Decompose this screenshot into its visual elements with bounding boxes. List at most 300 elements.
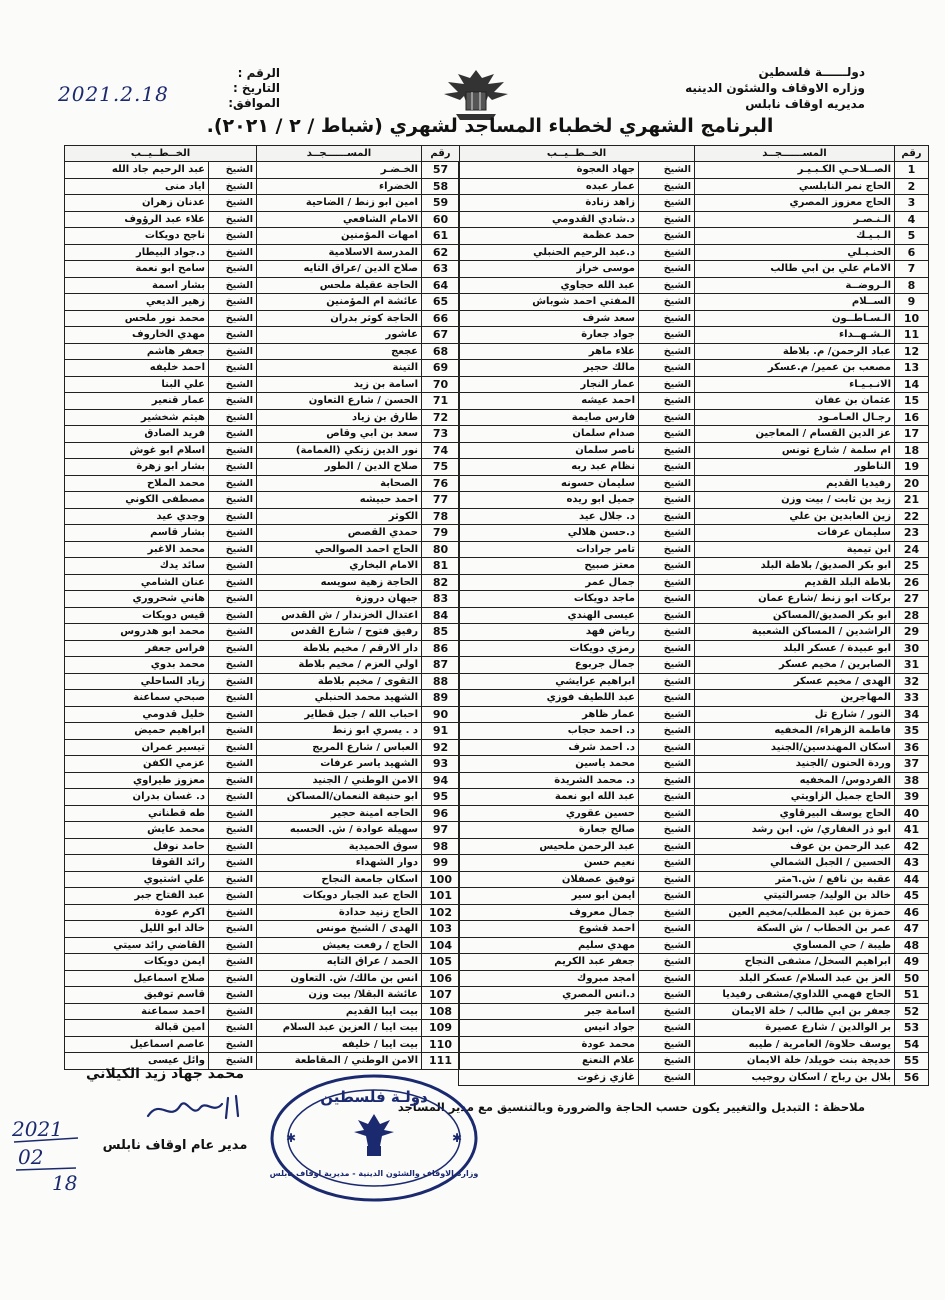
row-number: 27 [895,591,929,608]
row-number: 68 [422,343,460,360]
mosque-cell: خديجة بنت خويلد/ خلة الايمان [695,1053,895,1070]
preacher-cell: اسامة جبر [459,1003,639,1020]
row-number: 66 [422,310,460,327]
mosque-cell: الناطور [695,459,895,476]
table-row [459,723,929,740]
preacher-cell: عدنان زهران [65,195,209,212]
mosque-cell: اولي العزم / مخيم بلاطة [257,657,422,674]
mosque-cell: وردة الحنون /الجنيد [695,756,895,773]
preacher-cell: القاضي رائد سيتي [65,937,209,954]
preacher-cell: معزوز طيراوي [65,772,209,789]
table-row [459,310,929,327]
table-row [459,921,929,938]
preacher-cell: جواد انيس [459,1020,639,1037]
title-cell: الشيخ [639,327,695,344]
mosque-cell: الـشـهــداء [695,327,895,344]
title-cell: الشيخ [209,1053,257,1070]
title-cell: الشيخ [209,838,257,855]
preacher-cell: زاهد زنادة [459,195,639,212]
row-number: 88 [422,673,460,690]
preacher-cell: مالك حجير [459,360,639,377]
title-cell: الشيخ [209,690,257,707]
title-cell: الشيخ [209,871,257,888]
row-number: 80 [422,541,460,558]
table-row [459,706,929,723]
row-number: 19 [895,459,929,476]
mosque-cell: الهدى / الشيخ مونس [257,921,422,938]
table-row [459,937,929,954]
preacher-cell: صبحي سماعنة [65,690,209,707]
table-row [65,409,460,426]
mosque-cell: الصابرين / مخيم عسكر [695,657,895,674]
mosque-cell: مصعب بن عمير/ م.عسكر [695,360,895,377]
preacher-cell: امجد مبروك [459,970,639,987]
title-cell: الشيخ [209,657,257,674]
title-cell: الشيخ [209,426,257,443]
row-number: 67 [422,327,460,344]
preacher-cell: جمال جربوع [459,657,639,674]
title-cell: الشيخ [639,805,695,822]
mosque-cell: الخـضـر [257,162,422,179]
preacher-cell: سائد يدك [65,558,209,575]
table-row [459,178,929,195]
mosque-cell: بيت ايبا / العزين عبد السلام [257,1020,422,1037]
row-number: 63 [422,261,460,278]
title-cell: الشيخ [639,756,695,773]
row-number: 95 [422,789,460,806]
table-row [459,987,929,1004]
col-number-header: رقم [895,146,929,162]
table-row [65,772,460,789]
title-cell: الشيخ [639,624,695,641]
table-row [65,178,460,195]
preacher-cell: عمار النجار [459,376,639,393]
row-number: 94 [422,772,460,789]
title-cell: الشيخ [639,871,695,888]
signature-scribble-icon [140,1088,250,1128]
title-cell: الشيخ [639,360,695,377]
ministry-header [645,64,865,112]
table-row [65,591,460,608]
row-number: 92 [422,739,460,756]
title-cell: الشيخ [209,937,257,954]
preacher-cell: طه قطناني [65,805,209,822]
title-cell: الشيخ [639,987,695,1004]
table-row [65,640,460,657]
mosque-cell: رجـال العـامـود [695,409,895,426]
table-row [459,261,929,278]
row-number: 46 [895,904,929,921]
row-number: 9 [895,294,929,311]
title-cell: الشيخ [209,772,257,789]
row-number: 43 [895,855,929,872]
row-number: 17 [895,426,929,443]
page-title: البرنامج الشهري لخطباء المساجد لشهري (شباط / ٢ / ٢٠٢١). [206,115,774,137]
title-cell: الشيخ [639,607,695,624]
table-row [459,558,929,575]
row-number: 109 [422,1020,460,1037]
title-cell: الشيخ [209,640,257,657]
row-number: 81 [422,558,460,575]
preacher-cell: زياد الساحلي [65,673,209,690]
table-row [459,475,929,492]
preacher-cell: احمد قشوع [459,921,639,938]
row-number: 93 [422,756,460,773]
svg-text:✱: ✱ [286,1131,297,1145]
title-cell: الشيخ [639,310,695,327]
mosque-cell: زيد بن ثابت / بيت وزن [695,492,895,509]
preacher-cell: مهدي الخاروف [65,327,209,344]
table-row [459,459,929,476]
preacher-cell: عبد الله ابو نعمة [459,789,639,806]
row-number: 59 [422,195,460,212]
mosque-cell: التينة [257,360,422,377]
preacher-cell: رائد القوقا [65,855,209,872]
preacher-cell: جمال معروف [459,904,639,921]
table-row [65,426,460,443]
schedule-table-left [64,145,460,1070]
mosque-cell: الحاج عبد الجبار دويكات [257,888,422,905]
mosque-cell: الصــلاحـي الكـبـيـر [695,162,895,179]
table-row [65,673,460,690]
title-cell: الشيخ [209,541,257,558]
mosque-cell: عاشور [257,327,422,344]
mosque-cell: عائشة ام المؤمنين [257,294,422,311]
mosque-cell: عمر بن الخطاب / ش السكة [695,921,895,938]
mosque-cell: عقبة بن نافع / ش.٦متر [695,871,895,888]
row-number: 25 [895,558,929,575]
table-row [459,360,929,377]
preacher-cell: اياد منى [65,178,209,195]
title-cell: الشيخ [209,723,257,740]
table-row [459,426,929,443]
row-number: 72 [422,409,460,426]
table-row [65,838,460,855]
row-number: 57 [422,162,460,179]
table-row [459,789,929,806]
row-number: 37 [895,756,929,773]
reference-header [180,66,280,111]
table-row [459,162,929,179]
title-cell: الشيخ [209,904,257,921]
preacher-cell: عبد اللطيف فوزي [459,690,639,707]
mosque-cell: صلاح الدين /عراق التايه [257,261,422,278]
mosque-cell: بلال بن رباح / اسكان روجيب [695,1069,895,1086]
mosque-cell: الحاج فهمي اللداوي/مشفى رفيديا [695,987,895,1004]
header-line-directorate: مديريه اوقاف نابلس [745,97,865,111]
title-cell: الشيخ [639,937,695,954]
mosque-cell: عز الدين القسام / المعاجين [695,426,895,443]
preacher-cell: فارس صايمة [459,409,639,426]
row-number: 103 [422,921,460,938]
row-number: 70 [422,376,460,393]
mosque-cell: بلاطة البلد القديم [695,574,895,591]
mosque-cell: سعد بن ابي وقاص [257,426,422,443]
mosque-cell: دار الارقم / مخيم بلاطة [257,640,422,657]
preacher-cell: خليل قدومي [65,706,209,723]
mosque-cell: ابو عبيدة / عسكر البلد [695,640,895,657]
row-number: 84 [422,607,460,624]
preacher-cell: فريد الصادق [65,426,209,443]
table-row [65,162,460,179]
title-cell: الشيخ [639,211,695,228]
row-number: 24 [895,541,929,558]
title-cell: الشيخ [639,541,695,558]
mosque-cell: العباس / شارع المريج [257,739,422,756]
title-cell: الشيخ [639,855,695,872]
table-row [65,541,460,558]
table-row [65,393,460,410]
row-number: 31 [895,657,929,674]
title-cell: الشيخ [209,442,257,459]
official-seal-icon [268,1072,480,1204]
mosque-cell: الحنـبـلي [695,244,895,261]
row-number: 62 [422,244,460,261]
title-cell: الشيخ [209,261,257,278]
mosque-cell: عبد الرحمن بن عوف [695,838,895,855]
mosque-cell: المدرسة الاسلامية [257,244,422,261]
row-number: 110 [422,1036,460,1053]
title-cell: الشيخ [639,1053,695,1070]
svg-text:2021: 2021 [12,1117,63,1141]
mosque-cell: الهدى / مخيم عسكر [695,673,895,690]
row-number: 55 [895,1053,929,1070]
title-cell: الشيخ [639,822,695,839]
title-cell: الشيخ [209,1020,257,1037]
signatory-role: مدير عام اوقاف نابلس [102,1138,248,1153]
table-row [65,657,460,674]
row-number: 111 [422,1053,460,1070]
preacher-cell: عمار ظاهر [459,706,639,723]
preacher-cell: محمد الملاح [65,475,209,492]
title-cell: الشيخ [209,360,257,377]
table-row [65,1003,460,1020]
mosque-cell: الامام البخاري [257,558,422,575]
preacher-cell: اكرم عودة [65,904,209,921]
title-cell: الشيخ [639,442,695,459]
preacher-cell: محمد ابو هدروس [65,624,209,641]
title-cell: الشيخ [639,888,695,905]
preacher-cell: جمال عمر [459,574,639,591]
row-number: 4 [895,211,929,228]
mosque-cell: الـروضــة [695,277,895,294]
mosque-cell: ابو حنيفة النعمان/المساكن [257,789,422,806]
title-cell: الشيخ [639,409,695,426]
title-cell: الشيخ [639,178,695,195]
mosque-cell: الامن الوطني / الجنيد [257,772,422,789]
mosque-cell: حمزة بن عبد المطلب/مخيم العين [695,904,895,921]
title-cell: الشيخ [639,954,695,971]
table-row [65,1036,460,1053]
row-number: 29 [895,624,929,641]
row-number: 58 [422,178,460,195]
table-row [459,244,929,261]
preacher-cell: د.جواد البيطار [65,244,209,261]
row-number: 69 [422,360,460,377]
row-number: 47 [895,921,929,938]
row-number: 87 [422,657,460,674]
preacher-cell: حسين عقوري [459,805,639,822]
row-number: 96 [422,805,460,822]
mosque-cell: احباب الله / جبل قطاير [257,706,422,723]
mosque-cell: ام سلمة / شارع تونس [695,442,895,459]
schedule-table-right [458,145,929,1086]
svg-text:دولـة فلسطين: دولـة فلسطين [320,1088,428,1106]
row-number: 78 [422,508,460,525]
mosque-cell: امهات المؤمنين [257,228,422,245]
row-number: 65 [422,294,460,311]
reference-number-label: الرقم : [237,66,280,80]
schedule-body-right [459,162,929,1086]
svg-text:18: 18 [52,1171,78,1195]
row-number: 28 [895,607,929,624]
mosque-cell: الحاج / رفعت يعيش [257,937,422,954]
table-row [459,327,929,344]
title-cell: الشيخ [209,228,257,245]
table-row [65,343,460,360]
row-number: 8 [895,277,929,294]
row-number: 39 [895,789,929,806]
preacher-cell: د.شادي القدومي [459,211,639,228]
title-cell: الشيخ [639,492,695,509]
preacher-cell: فراس جعفر [65,640,209,657]
mosque-cell: الحسين / الجبل الشمالي [695,855,895,872]
row-number: 18 [895,442,929,459]
preacher-cell: عبد الرحيم جاد الله [65,162,209,179]
row-number: 75 [422,459,460,476]
preacher-cell: صالح جعارة [459,822,639,839]
table-row [65,475,460,492]
mosque-cell: عجعج [257,343,422,360]
preacher-cell: محمد الاغبر [65,541,209,558]
mosque-cell: الحاج جميل الزاويتي [695,789,895,806]
row-number: 50 [895,970,929,987]
title-cell: الشيخ [209,1036,257,1053]
row-number: 5 [895,228,929,245]
mosque-cell: امين ابو زنط / الضاحية [257,195,422,212]
preacher-cell: المفتي احمد شوباش [459,294,639,311]
row-number: 2 [895,178,929,195]
title-cell: الشيخ [639,1020,695,1037]
title-cell: الشيخ [209,277,257,294]
title-cell: الشيخ [209,822,257,839]
row-number: 106 [422,970,460,987]
mosque-cell: اسامة بن زيد [257,376,422,393]
reference-corresponding-label: الموافق: [228,96,280,110]
row-number: 79 [422,525,460,542]
title-cell: الشيخ [209,178,257,195]
table-row [65,756,460,773]
mosque-cell: صلاح الدين / الطور [257,459,422,476]
preacher-cell: سامح ابو نعمة [65,261,209,278]
table-row [459,1053,929,1070]
table-row [459,409,929,426]
preacher-cell: عنان الشامي [65,574,209,591]
mosque-cell: الـنـصـر [695,211,895,228]
row-number: 51 [895,987,929,1004]
table-row [459,574,929,591]
table-row [65,327,460,344]
col-number-header: رقم [422,146,460,162]
title-cell: الشيخ [639,1003,695,1020]
table-row [65,442,460,459]
row-number: 97 [422,822,460,839]
row-number: 83 [422,591,460,608]
mosque-cell: الشهيد محمد الحنبلي [257,690,422,707]
table-row [459,772,929,789]
row-number: 60 [422,211,460,228]
row-number: 73 [422,426,460,443]
mosque-cell: الامام علي بن ابي طالب [695,261,895,278]
preacher-cell: صلاح اسماعيل [65,970,209,987]
preacher-cell: هيثم شخشير [65,409,209,426]
preacher-cell: موسى خراز [459,261,639,278]
preacher-cell: محمد عايش [65,822,209,839]
row-number: 90 [422,706,460,723]
mosque-cell: الحاج نمر النابلسي [695,178,895,195]
mosque-cell: الحاج زنيد حدادة [257,904,422,921]
row-number: 30 [895,640,929,657]
title-cell: الشيخ [639,525,695,542]
mosque-cell: الـسـاطــون [695,310,895,327]
preacher-cell: توفيق عصفلان [459,871,639,888]
row-number: 52 [895,1003,929,1020]
table-row [65,624,460,641]
preacher-cell: احمد خليفه [65,360,209,377]
preacher-cell: امين قبالة [65,1020,209,1037]
preacher-cell: بشار ابو زهرة [65,459,209,476]
svg-text:وزارة الاوقاف والشئون الدينية: وزارة الاوقاف والشئون الدينية - مديرية اوقاف نابلس [269,1169,479,1178]
table-row [65,294,460,311]
title-cell: الشيخ [639,1069,695,1086]
row-number: 61 [422,228,460,245]
preacher-cell: د.عبد الرحيم الحنبلي [459,244,639,261]
row-number: 42 [895,838,929,855]
mosque-cell: ابن تيمية [695,541,895,558]
title-cell: الشيخ [209,558,257,575]
row-number: 76 [422,475,460,492]
table-row [459,525,929,542]
title-cell: الشيخ [209,855,257,872]
table-row [65,459,460,476]
title-cell: الشيخ [639,723,695,740]
mosque-cell: رفيق فتوح / شارع القدس [257,624,422,641]
title-cell: الشيخ [639,706,695,723]
title-cell: الشيخ [639,228,695,245]
title-cell: الشيخ [639,162,695,179]
table-row [65,706,460,723]
preacher-cell: د. احمد شرف [459,739,639,756]
table-row [65,228,460,245]
handwritten-date: 2021.2.18 [58,82,169,106]
title-cell: الشيخ [209,459,257,476]
table-row [459,541,929,558]
schedule-body-left [65,162,460,1070]
preacher-cell: عزمي الكفن [65,756,209,773]
table-row [65,261,460,278]
table-row [65,508,460,525]
table-row [65,855,460,872]
preacher-cell: ابراهيم عرايشي [459,673,639,690]
title-cell: الشيخ [639,376,695,393]
preacher-cell: د. غسان بدران [65,789,209,806]
handwritten-date-note-icon [8,1108,88,1198]
table-row [65,195,460,212]
title-cell: الشيخ [639,558,695,575]
header-line-state: دولــــــة فلسطين [758,65,865,79]
title-cell: الشيخ [209,987,257,1004]
title-cell: الشيخ [209,591,257,608]
